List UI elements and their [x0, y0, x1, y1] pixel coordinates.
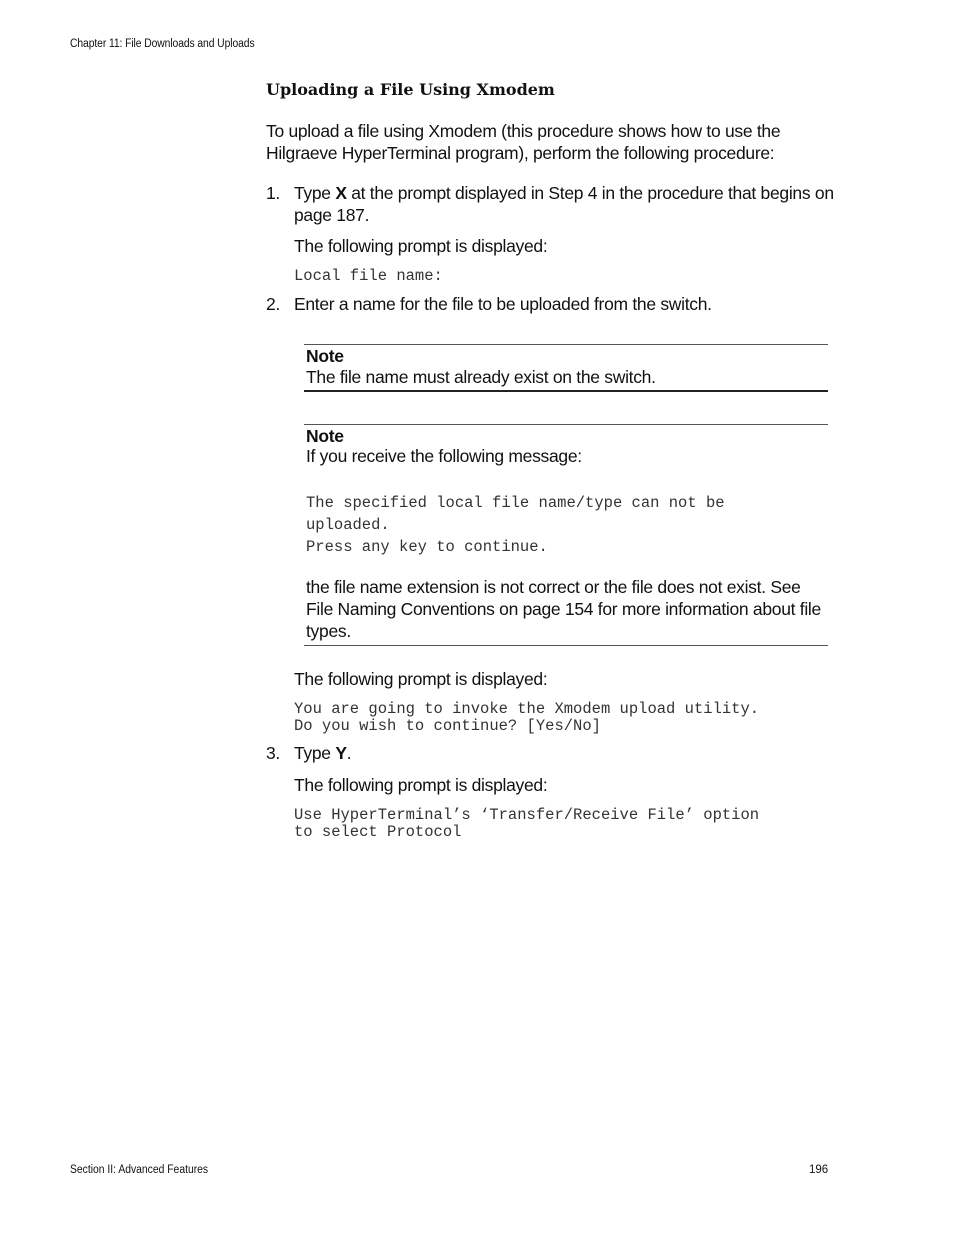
after-notes-text: The following prompt is displayed:	[294, 669, 548, 689]
after-notes-code-line: Do you wish to continue? [Yes/No]	[294, 717, 601, 735]
note-2-bottom-rule	[304, 645, 828, 646]
step-3-followup: The following prompt is displayed:	[294, 775, 548, 795]
step-1-key: X	[335, 183, 347, 203]
step-3-suffix: .	[346, 743, 352, 763]
footer-section: Section II: Advanced Features	[70, 1164, 209, 1176]
after-notes-code-line: You are going to invoke the Xmodem upload utility.	[294, 700, 760, 718]
intro-paragraph: To upload a file using Xmodem (this procedure shows how to use the Hilgraeve HyperTerminal program), perform the following procedure:	[266, 121, 781, 163]
note-2-label: Note	[306, 426, 344, 446]
step-3-key: Y	[335, 743, 347, 763]
step-1-text	[294, 182, 834, 226]
step-1-suffix: at the prompt displayed in Step 4 in the procedure that begins on page 187.	[294, 183, 834, 225]
note-2-code-line: Press any key to continue.	[306, 538, 548, 556]
section-title: Uploading a File Using Xmodem	[266, 80, 555, 99]
note-1-top-rule	[304, 344, 828, 345]
note-1-text: The file name must already exist on the switch.	[306, 367, 656, 387]
step-3-code-line: Use HyperTerminal’s ‘Transfer/Receive File’ option	[294, 806, 760, 824]
step-2-text: Enter a name for the file to be uploaded from the switch.	[294, 294, 712, 314]
step-1-number: 1.	[266, 183, 280, 203]
step-2-number: 2.	[266, 294, 280, 314]
step-1-prefix: Type	[294, 183, 336, 203]
note-2-top-rule	[304, 424, 828, 425]
page-number: 196	[809, 1164, 829, 1176]
after-notes-code-block	[294, 701, 759, 735]
note-2-explanation: the file name extension is not correct or the file does not exist. See File Naming Conventions on page 154 for more information about file types.	[306, 577, 821, 641]
note-2-code-block	[306, 492, 725, 558]
note-1-bottom-rule	[304, 390, 828, 392]
step-3-text	[294, 742, 834, 764]
step-1-followup: The following prompt is displayed:	[294, 236, 548, 256]
note-2-intro: If you receive the following message:	[306, 446, 582, 466]
note-2-code-line: uploaded.	[306, 516, 390, 534]
running-header: Chapter 11: File Downloads and Uploads	[70, 38, 255, 50]
step-3-prefix: Type	[294, 743, 336, 763]
step-3-number: 3.	[266, 743, 280, 763]
step-3-code-block	[294, 807, 759, 841]
note-2-code-line: The specified local file name/type can not be	[306, 494, 725, 512]
step-3-code-line: to select Protocol	[294, 823, 462, 841]
note-1-label: Note	[306, 346, 344, 366]
step-1-code: Local file name:	[294, 267, 443, 285]
